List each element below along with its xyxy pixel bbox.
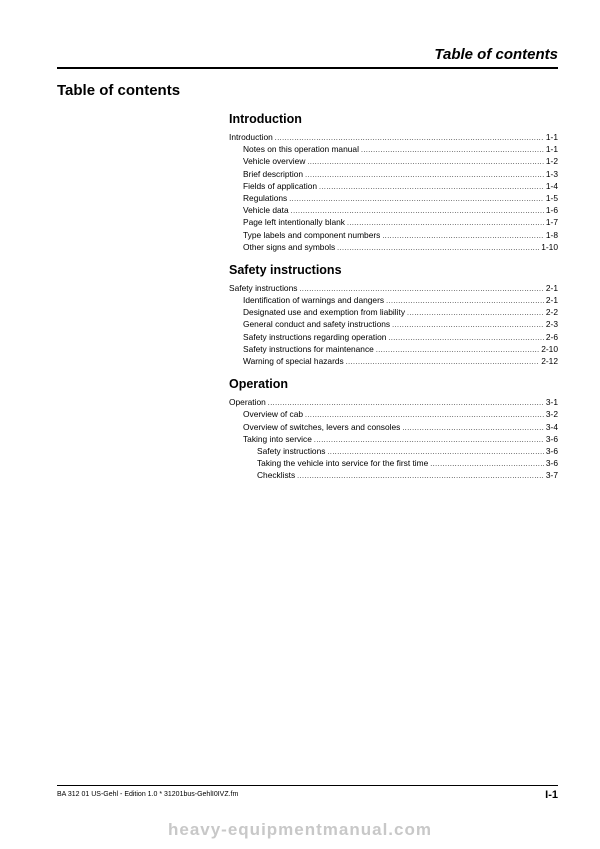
toc-entry[interactable] [229,396,558,408]
toc-entry-page: 1-8 [545,229,558,240]
toc-entry-page: 2-1 [545,282,558,293]
toc-entry[interactable] [229,306,558,318]
toc-entry-label: Safety instructions [257,445,326,456]
toc-entry-page: 1-7 [545,217,558,228]
toc-entry[interactable] [229,229,558,241]
toc-entry-label: Operation [229,397,266,408]
dot-leader [376,345,539,357]
dot-leader [402,423,544,435]
toc-entry-label: Introduction [229,132,273,142]
toc-entry-page: 3-6 [545,433,558,444]
toc-entry-label: Taking into service [243,433,312,444]
dot-leader [289,194,544,206]
toc-entry[interactable] [229,168,558,180]
toc-entry-page: 1-6 [545,205,558,216]
toc-entry-label: Vehicle overview [243,156,306,167]
toc-entry[interactable] [229,457,558,469]
toc-entry-page: 2-2 [545,307,558,318]
toc-entry[interactable] [229,131,558,143]
section-heading: Safety instructions [229,262,342,277]
dot-leader [430,459,544,471]
toc-entry[interactable] [229,408,558,420]
toc-entry[interactable] [229,143,558,155]
toc-entry-label: Safety instructions [229,282,298,293]
toc-entry-label: Designated use and exemption from liability [243,307,406,318]
toc-entry-page: 1-5 [545,192,558,203]
footer-rule [57,785,558,786]
toc-entry[interactable] [229,192,558,204]
toc-entry-page: 2-12 [541,356,558,366]
dot-leader [382,231,544,243]
dot-leader [388,333,544,345]
toc-entry[interactable] [229,216,558,228]
toc-entry-label: Warning of special hazards [243,356,344,366]
dot-leader [407,308,544,320]
toc-entry-page: 1-1 [545,144,558,155]
toc-entry-page: 1-1 [545,132,558,142]
toc-entry-page: 1-2 [545,156,558,167]
toc-entry-page: 2-1 [545,295,558,306]
toc-entry[interactable] [229,355,558,367]
dot-leader [361,145,544,157]
footer-document-id: BA 312 01 US-Gehl - Edition 1.0 * 31201bus-GehlI0IVZ.fm [57,791,239,798]
toc-entry-label: General conduct and safety instructions [243,319,391,330]
toc-entry-label: Safety instructions regarding operation [243,331,387,342]
toc-section [229,376,558,481]
watermark: heavy-equipmentmanual.com [167,820,432,839]
toc-entry[interactable] [229,155,558,167]
toc-entry-label: Fields of application [243,180,318,191]
toc-entry[interactable] [229,180,558,192]
section-heading: Operation [229,377,289,392]
toc-entry-page: 3-6 [545,445,558,456]
toc-entry-page: 3-4 [545,421,558,432]
toc-entry-page: 3-2 [545,409,558,420]
toc-entry[interactable] [229,331,558,343]
toc-entry-label: Overview of switches, levers and consoles [243,421,401,432]
dot-leader [319,182,544,194]
toc-entry-label: Brief description [243,168,304,179]
toc-entry-label: Page left intentionally blank [243,217,345,228]
toc-entry-label: Regulations [243,192,288,203]
toc-entry-page: 3-1 [545,397,558,408]
dot-leader [314,435,544,447]
dot-leader [392,320,544,332]
toc-entry-page: 2-3 [545,319,558,330]
toc-entry-label: Taking the vehicle into service for the first time [257,458,429,469]
toc-entry-page: 1-3 [545,168,558,179]
header-rule [57,67,558,69]
toc-entry[interactable] [229,421,558,433]
toc-entry-label: Checklists [257,470,296,481]
dot-leader [268,398,544,410]
page-number: I-1 [545,789,558,801]
toc-entry[interactable] [229,445,558,457]
dot-leader [346,357,540,369]
toc-entry[interactable] [229,318,558,330]
dot-leader [307,157,544,169]
dot-leader [297,471,544,483]
toc-entry-page: 2-6 [545,331,558,342]
toc-entry-label: Safety instructions for maintenance [243,343,374,354]
toc-entry[interactable] [229,294,558,306]
toc-entry[interactable] [229,241,558,253]
toc-entry-label: Overview of cab [243,409,304,420]
section-heading: Introduction [229,112,302,126]
dot-leader [305,170,544,182]
toc-entry-page: 3-7 [545,470,558,481]
toc-entry-label: Identification of warnings and dangers [243,295,385,306]
toc-entry-page: 2-10 [541,343,558,354]
toc-entry[interactable] [229,433,558,445]
toc-entry-label: Other signs and symbols [243,241,336,252]
table-of-contents [229,111,558,491]
toc-entry-page: 1-10 [541,241,558,252]
toc-entry-label: Type labels and component numbers [243,229,381,240]
toc-entry-page: 1-4 [545,180,558,191]
toc-section [229,111,558,253]
toc-entry[interactable] [229,204,558,216]
running-header-title: Table of contents [434,46,558,63]
toc-entry-label: Notes on this operation manual [243,144,359,155]
dot-leader [386,296,544,308]
toc-entry-page: 3-6 [545,458,558,469]
page-title: Table of contents [57,82,181,99]
dot-leader [337,243,539,255]
toc-entry[interactable] [229,343,558,355]
toc-entry-label: Vehicle data [243,205,289,216]
toc-section [229,262,558,367]
toc-entry[interactable] [229,282,558,294]
toc-entry[interactable] [229,469,558,481]
